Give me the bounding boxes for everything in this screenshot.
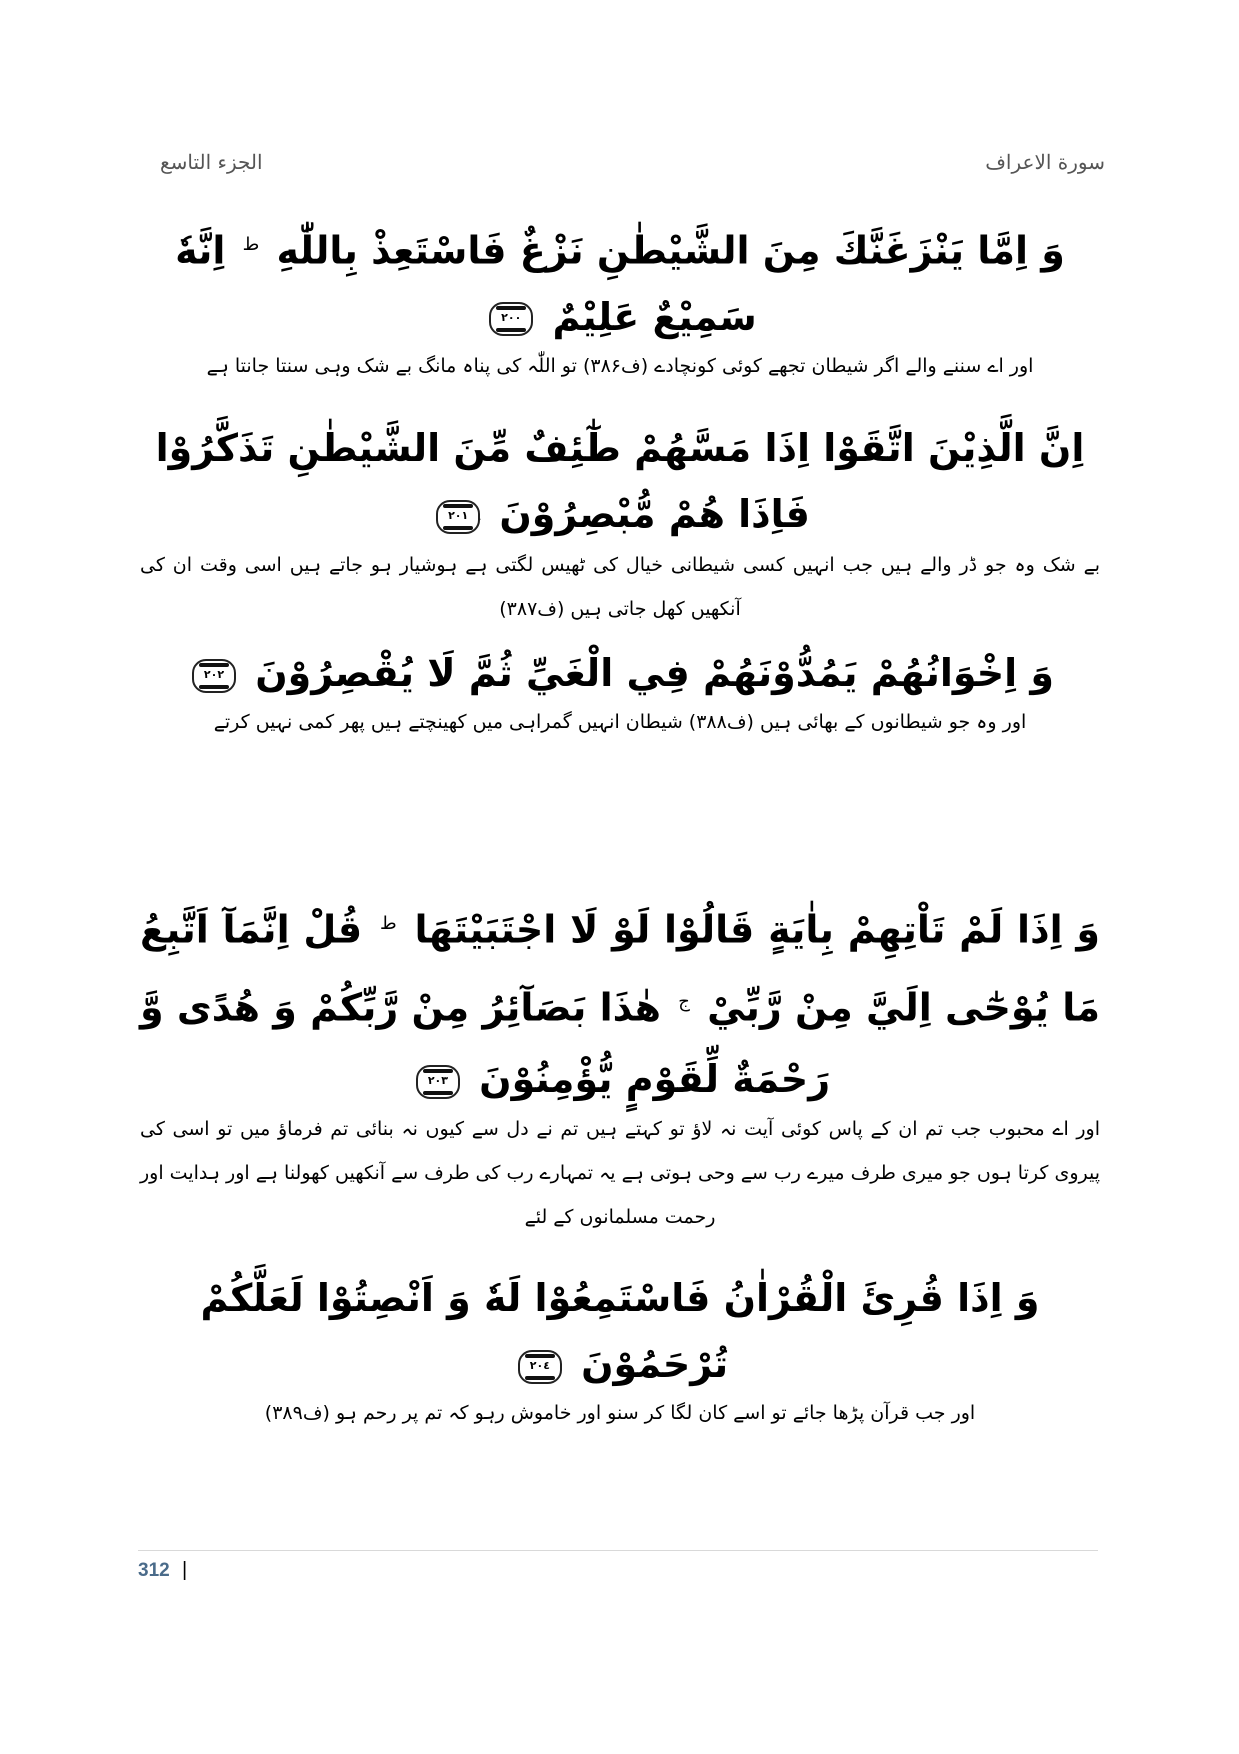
ayah-bar-decoration <box>525 1376 555 1380</box>
page-number-separator: | <box>182 1559 188 1581</box>
surah-title: سورة الاعراف <box>985 150 1105 174</box>
ayah-bar-decoration <box>199 663 229 667</box>
ayah-number-marker <box>489 302 533 336</box>
ayah-bar-decoration <box>496 306 526 310</box>
ayah-number-marker <box>416 1065 460 1099</box>
waqf-mark: ط <box>242 234 260 255</box>
ayah-number: ٢٠٤ <box>529 1358 550 1372</box>
urdu-translation: بے شک وہ جو ڈر والے ہیں جب انہیں کسی شیطانی خیال کی ٹھیس لگتی ہے ہوشیار ہو جاتے ہیں اسی وقت ان کی آنکھیں کھل جاتی ہیں (ف۳۸۷) <box>140 554 1100 620</box>
urdu-translation: اور اے محبوب جب تم ان کے پاس کوئی آیت نہ لاؤ تو کہتے ہیں تم نے دل سے کیوں نہ بنائی تم فرماؤ میں تو اسی کی پیروی کرتا ہوں جو میری طرف میرے رب سے وحی ہوتی ہے یہ تمہارے رب کی طرف سے آنکھیں کھولنا ہے اور ہدایت اور رحمت مسلمانوں کے لئے <box>140 1118 1100 1229</box>
ayah-bar-decoration <box>496 328 526 332</box>
ayah-bar-decoration <box>199 685 229 689</box>
verse-204 <box>140 1265 1100 1435</box>
urdu-translation: اور وہ جو شیطانوں کے بھائی ہیں (ف۳۸۸) شیطان انہیں گمراہی میں کھینچتے ہیں پھر کمی نہیں کرتے <box>213 711 1027 733</box>
ayah-number-marker <box>192 659 236 693</box>
arabic-text <box>140 1265 1100 1397</box>
arabic-segment: قُلْ اِنَّمَآ اَتَّبِعُ مَا يُوْحٰٓى اِلَيَّ مِنْ رَّبِّيْ <box>140 907 1101 1030</box>
verse-201 <box>140 415 1100 631</box>
ayah-number: ٢٠١ <box>448 508 469 522</box>
ayah-bar-decoration <box>443 504 473 508</box>
verse-203 <box>140 888 1100 1239</box>
arabic-segment: اِنَّ الَّذِيْنَ اتَّقَوْا اِذَا مَسَّهُمْ طٰٓئِفٌ مِّنَ الشَّيْطٰنِ تَذَكَّرُوْا فَاِذَا هُمْ مُّبْصِرُوْنَ <box>155 426 1085 536</box>
ayah-number-marker <box>518 1350 562 1384</box>
waqf-mark: ط <box>379 913 397 934</box>
juz-title: الجزء التاسع <box>160 150 263 174</box>
verse-200 <box>140 212 1100 388</box>
ayah-number: ٢٠٣ <box>427 1073 448 1087</box>
arabic-segment: وَ اِذَا قُرِئَ الْقُرْاٰنُ فَاسْتَمِعُوْا لَهٗ وَ اَنْصِتُوْا لَعَلَّكُمْ تُرْحَمُوْنَ <box>200 1276 1040 1386</box>
verse-202 <box>140 640 1100 744</box>
ayah-number: ٢٠٠ <box>501 311 522 325</box>
arabic-segment: وَ اِذَا لَمْ تَاْتِهِمْ بِاٰيَةٍ قَالُوْا لَوْ لَا اجْتَبَيْتَهَا <box>414 907 1101 952</box>
arabic-text <box>140 415 1100 547</box>
footer-divider <box>138 1550 1098 1551</box>
urdu-translation: اور جب قرآن پڑھا جائے تو اسے کان لگا کر سنو اور خاموش رہو کہ تم پر رحم ہو (ف۳۸۹) <box>264 1402 976 1424</box>
arabic-text <box>140 888 1100 1115</box>
arabic-segment: وَ اِمَّا يَنْزَغَنَّكَ مِنَ الشَّيْطٰنِ نَزْغٌ فَاسْتَعِذْ بِاللّٰهِ <box>276 228 1065 273</box>
page-number: 312 <box>138 1560 170 1581</box>
ayah-number: ٢٠٢ <box>203 667 225 681</box>
arabic-segment: هٰذَا بَصَآئِرُ مِنْ رَّبِّكُمْ وَ هُدًى وَّ رَحْمَةٌ لِّقَوْمٍ يُّؤْمِنُوْنَ <box>140 985 831 1102</box>
arabic-text <box>140 640 1100 706</box>
waqf-mark: ج <box>678 990 690 1012</box>
ayah-bar-decoration <box>423 1091 453 1095</box>
urdu-translation: اور اے سننے والے اگر شیطان تجھے کوئی کونچادے (ف۳۸۶) تو اللّٰہ کی پناہ مانگ بے شک وہی سنتا جانتا ہے <box>206 354 1034 377</box>
arabic-segment: اِنَّهٗ سَمِيْعٌ عَلِيْمٌ <box>175 228 757 339</box>
arabic-text <box>140 212 1100 350</box>
arabic-segment: وَ اِخْوَانُهُمْ يَمُدُّوْنَهُمْ فِي الْغَيِّ ثُمَّ لَا يُقْصِرُوْنَ <box>255 651 1054 695</box>
ayah-number-marker <box>436 500 480 534</box>
ayah-bar-decoration <box>423 1069 453 1073</box>
ayah-bar-decoration <box>443 526 473 530</box>
ayah-bar-decoration <box>525 1354 555 1358</box>
